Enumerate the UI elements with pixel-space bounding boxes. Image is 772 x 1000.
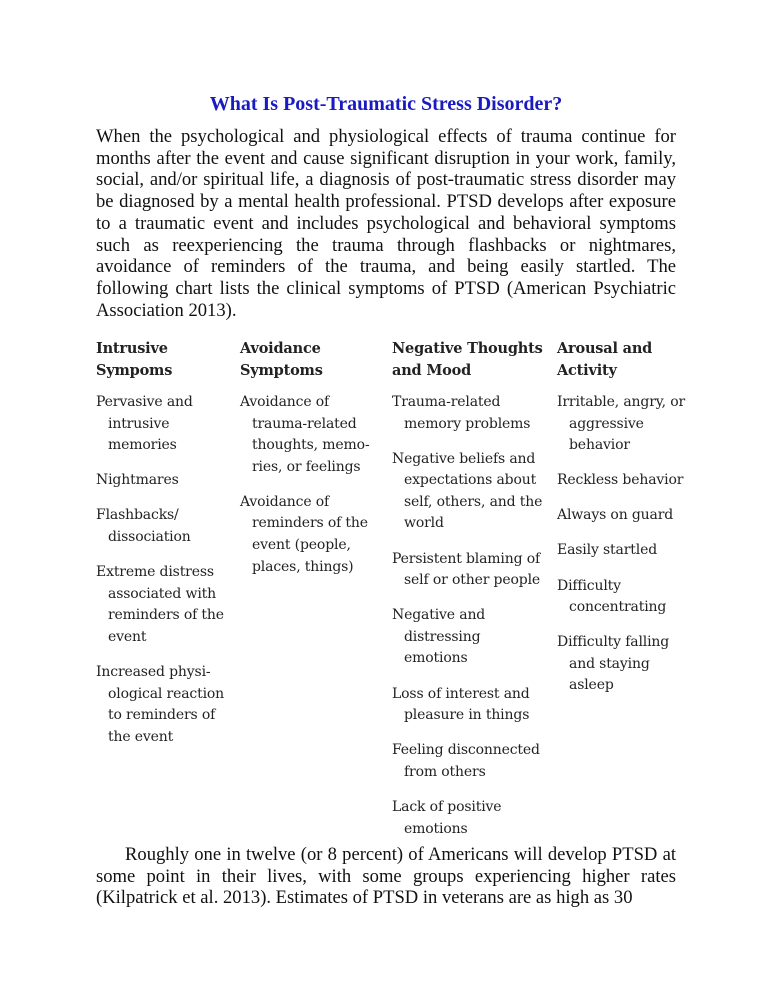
- closing-paragraph: Roughly one in twelve (or 8 percent) of Americans will develop PTSD at some point in their lives, with some groups experiencing higher rates (Kilpatrick et al. 2013). Estimates of PTSD in veterans are as high as 30: [96, 844, 676, 909]
- symptoms-chart: [96, 338, 696, 838]
- symptom-item: Persistent blaming of self or other people: [392, 550, 541, 589]
- column-avoidance-symptoms: [240, 338, 380, 592]
- symptom-item: Nightmares: [96, 472, 179, 489]
- intro-paragraph: When the psychological and physiological effects of trauma continue for months after the event and cause significant disruption in your work, family, social, and/or spiritual life, a diagnosis of post-traumatic stress disorder may be diagnosed by a mental health professional. PTSD develops after exposure to a traumatic event and includes psychological and behavioral symptoms such as reexperiencing the trauma through flashbacks or nightmares, avoidance of reminders of the trauma, and being easily startled. The following chart lists the clinical symptoms of PTSD (American Psychiatric Association 2013).: [96, 126, 676, 321]
- page-title: What Is Post-Traumatic Stress Disorder?: [209, 93, 563, 115]
- symptom-item: Avoidance of trauma-related thoughts, memories, or feelings: [240, 394, 370, 475]
- symptom-item: Pervasive and intrusive memories: [96, 394, 193, 454]
- symptom-item: Difficulty falling and staying asleep: [557, 634, 670, 694]
- symptom-list: [240, 392, 380, 578]
- symptom-item: Increased physiological reaction to reminders of the event: [96, 663, 225, 745]
- symptom-item: Always on guard: [557, 507, 674, 524]
- symptom-item: Easily startled: [557, 542, 658, 559]
- symptom-list: [392, 392, 548, 840]
- column-negative-thoughts-and-mood: [392, 338, 548, 854]
- column-heading: Avoidance Symptoms: [240, 340, 323, 379]
- symptom-item: Extreme distress associated with reminders of the event: [96, 564, 224, 645]
- symptom-item: Loss of interest and pleasure in things: [392, 685, 530, 724]
- column-intrusive-symptoms: [96, 338, 228, 762]
- symptom-list: [557, 392, 695, 697]
- symptom-item: Difficulty concentrating: [557, 577, 667, 616]
- symptom-item: Lack of positive emotions: [392, 798, 502, 837]
- symptom-item: Flashbacks/ dissociation: [96, 507, 191, 545]
- column-arousal-and-activity: [557, 338, 695, 711]
- column-heading: Arousal and Activity: [557, 340, 653, 379]
- symptom-item: Irritable, angry, or aggressive behavior: [557, 394, 686, 454]
- symptom-list: [96, 392, 228, 748]
- symptom-item: Negative and distressing emotions: [392, 607, 486, 667]
- symptom-item: Feeling disconnected from others: [392, 742, 540, 780]
- symptom-item: Reckless behavior: [557, 472, 684, 489]
- column-heading: Intrusive Sympoms: [96, 340, 173, 379]
- column-heading: Negative Thoughts and Mood: [392, 340, 543, 379]
- symptom-item: Trauma-related memory problems: [392, 394, 531, 432]
- symptom-item: Avoidance of reminders of the event (people, places, things): [240, 493, 368, 575]
- symptom-item: Negative beliefs and expectations about self, others, and the world: [392, 450, 543, 532]
